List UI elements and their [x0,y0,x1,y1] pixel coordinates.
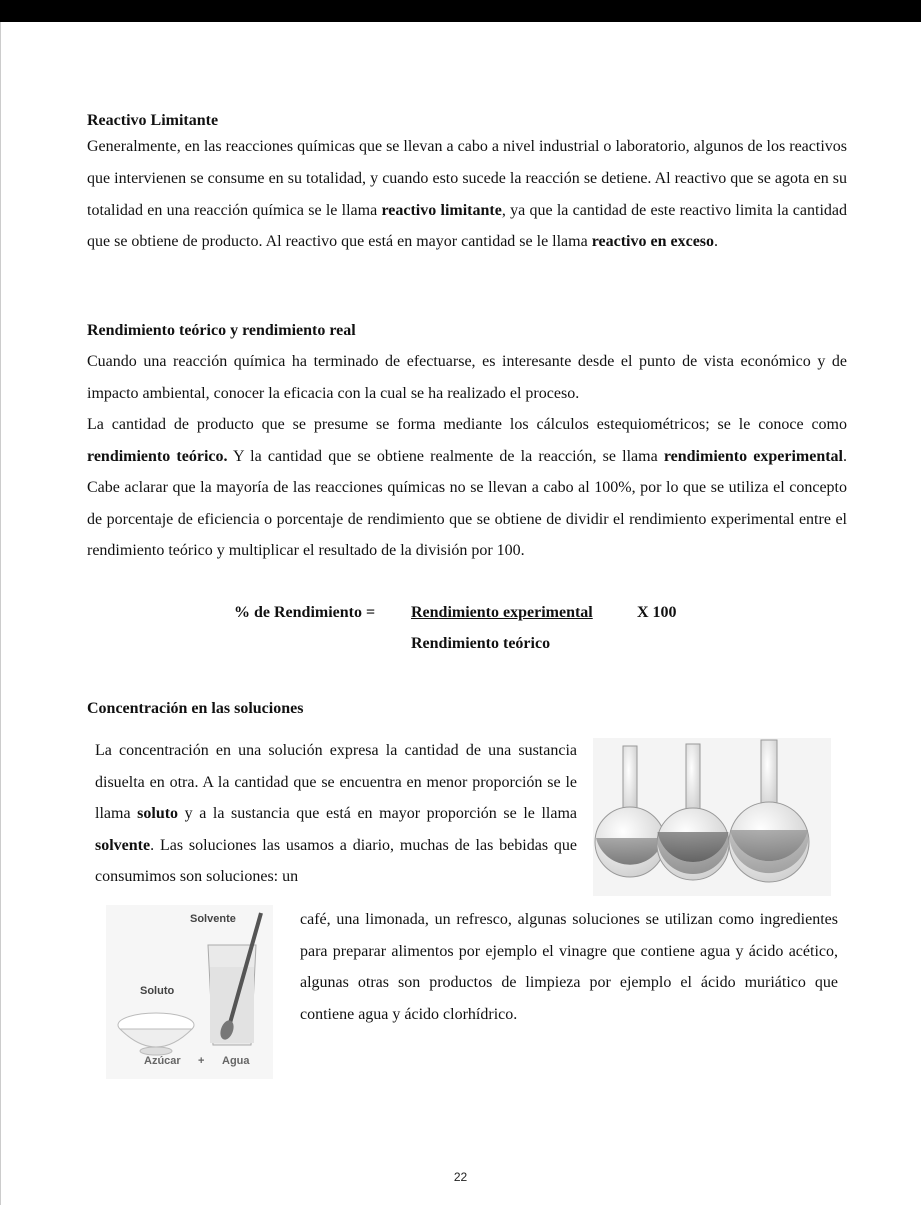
flasks-illustration [593,738,831,896]
bold-term: rendimiento teórico. [87,447,228,465]
section-heading: Reactivo Limitante [87,112,219,129]
paragraph [95,735,577,893]
bold-term: rendimiento experimental [663,447,844,465]
text-run: La concentración en una solución expresa la cantidad de una sustancia disuelta en otra. A la cantidad que se encuentra en menor proporción se le llama [95,742,577,822]
top-black-bar [0,0,921,22]
formula-denominator: Rendimiento teórico [411,635,551,652]
text-run: . [714,233,719,251]
formula-multiplier: X 100 [637,604,677,621]
paragraph-concentration-continued [300,904,838,1030]
section-rendimiento [87,321,847,567]
flask-icon [595,746,665,877]
section-reactivo-limitante [87,111,847,258]
sugar-water-illustration [106,905,273,1079]
flasks-image [593,738,831,896]
formula-numerator: Rendimiento experimental [411,604,593,621]
bold-term: solvente [95,836,151,854]
bold-term: soluto [137,805,179,822]
caption-sugar: Azúcar [144,1055,181,1067]
bold-term: reactivo en exceso [591,233,715,251]
paragraph: Cuando una reacción química ha terminado de efectuarse, es interesante desde el punto de vista económico y de impacto ambiental, conocer la eficacia con la cual se ha realizado el proceso. [87,353,847,402]
bold-term: reactivo limitante [381,201,502,219]
text-run: y a la sustancia que está en mayor proporción se le llama [178,805,577,822]
caption-plus: + [198,1055,205,1067]
bowl-icon [118,1013,194,1055]
paragraph-concentration [95,735,577,893]
solute-label: Soluto [140,985,175,997]
section-heading: Concentración en las soluciones [87,700,304,717]
solvent-label: Solvente [190,913,236,925]
flask-icon [729,740,809,882]
text-run: La cantidad de producto que se presume se forma mediante los cálculos estequiométricos; se le conoce como [87,416,847,433]
solution-figure [106,905,273,1079]
text-run: Y la cantidad que se obtiene realmente de la reacción, se llama [227,447,664,465]
text-run: . Cabe aclarar que la mayoría de las reacciones químicas no se llevan a cabo al 100%, por lo que se utiliza el concepto de porcentaje de eficiencia o porcentaje de rendimiento que se obtiene de dividir el rendimiento experimental entre el rendimiento teórico y multiplicar el resultado de la división por 100. [87,447,848,559]
text-run: , ya que la cantidad de este reactivo limita la cantidad que se obtiene de producto. Al reactivo que está en mayor cantidad se le llama [87,201,847,251]
caption-water: Agua [222,1055,250,1067]
formula-lhs: % de Rendimiento = [234,604,376,621]
paragraph [87,409,847,567]
page-number: 22 [453,1170,468,1184]
text-run: . Las soluciones las usamos a diario, muchas de las bebidas que consumimos son soluciones: un [95,836,577,885]
flask-icon [657,744,729,880]
section-heading: Rendimiento teórico y rendimiento real [87,322,356,339]
paragraph [87,131,847,258]
paragraph: café, una limonada, un refresco, algunas soluciones se utilizan como ingredientes para preparar alimentos por ejemplo el vinagre que contiene agua y ácido acético, algunas otras son productos de limpieza por ejemplo el ácido muriático que contiene agua y ácido clorhídrico. [300,911,838,1023]
text-run: Generalmente, en las reacciones químicas que se llevan a cabo a nivel industrial o laboratorio, algunos de los reactivos que intervienen se consume en su totalidad, y cuando esto sucede la reacción se detiene. Al reactivo que se agota en su totalidad en una reacción química se le llama [87,138,847,219]
